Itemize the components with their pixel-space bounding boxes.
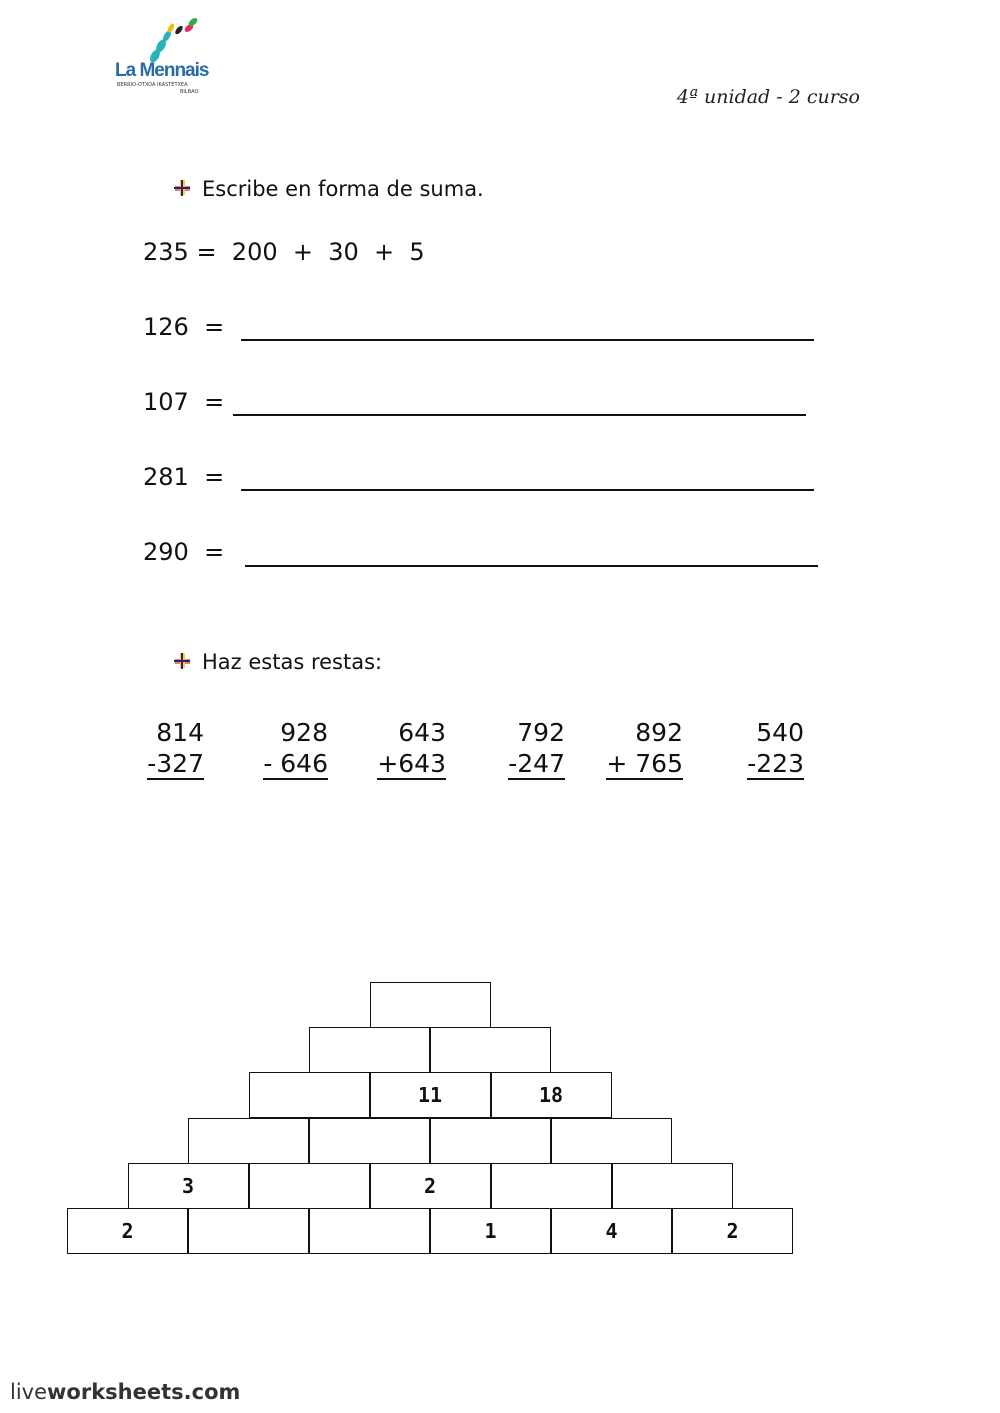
pyramid-cell: 4 [551,1208,672,1254]
operand-top: 814 [156,718,204,747]
pyramid-cell[interactable] [309,1118,430,1164]
operation [366,718,446,778]
operation [485,718,565,778]
operand-bottom: - 646 [263,749,328,778]
answer-line[interactable] [241,489,814,491]
pyramid-cell[interactable] [249,1163,370,1209]
operation [248,718,328,778]
logo-subtitle: BERRIO-OTXOA IKASTETXEA [117,82,188,88]
pyramid-cell: 1 [430,1208,551,1254]
footer-brand [10,1380,240,1404]
pyramid-cell: 18 [491,1072,612,1118]
pyramid-cell: 2 [370,1163,491,1209]
answer-line[interactable] [245,565,818,567]
brand-light: live [10,1380,48,1404]
operand-top: 792 [517,718,565,747]
pyramid-cell[interactable] [551,1118,672,1164]
pyramid-cell[interactable] [430,1118,551,1164]
operation [124,718,204,778]
equation-label: 281 = [143,463,225,491]
pyramid-cell: 3 [128,1163,249,1209]
pyramid-cell[interactable] [188,1118,309,1164]
example-equation: 235 = 200 + 30 + 5 [143,238,425,266]
operation [603,718,683,778]
answer-line[interactable] [233,414,806,416]
answer-line[interactable] [241,339,814,341]
logo-name: La Mennais [115,60,209,81]
bullet-icon [172,651,192,671]
pyramid-cell: 2 [672,1208,793,1254]
unit-header: 4ª unidad - 2 curso [676,86,860,108]
pyramid-cell[interactable] [491,1163,612,1209]
school-logo [105,18,225,103]
bullet-icon [172,178,192,198]
pyramid-cell[interactable] [249,1072,370,1118]
operation [724,718,804,778]
pyramid-cell: 11 [370,1072,491,1118]
operand-bottom: +643 [377,749,446,778]
pyramid-cell[interactable] [430,1027,551,1073]
pyramid-cell[interactable] [188,1208,309,1254]
operand-top: 540 [756,718,804,747]
pyramid-cell[interactable] [309,1027,430,1073]
wheat-leaf-icon [105,18,225,63]
instruction-subtract: Haz estas restas: [202,650,383,674]
pyramid-cell: 2 [67,1208,188,1254]
equation-label: 126 = [143,313,225,341]
equation-label: 290 = [143,538,225,566]
logo-city: BILBAO [180,89,199,95]
operand-bottom: + 765 [606,749,683,778]
pyramid-cell[interactable] [309,1208,430,1254]
operand-top: 643 [398,718,446,747]
brand-bold: worksheets.com [47,1380,241,1404]
instruction-sum: Escribe en forma de suma. [202,177,484,201]
pyramid-cell[interactable] [612,1163,733,1209]
operand-top: 928 [280,718,328,747]
pyramid-cell[interactable] [370,982,491,1028]
operand-bottom: -223 [747,749,804,778]
operand-top: 892 [635,718,683,747]
operand-bottom: -247 [508,749,565,778]
equation-label: 107 = [143,388,225,416]
operand-bottom: -327 [147,749,204,778]
